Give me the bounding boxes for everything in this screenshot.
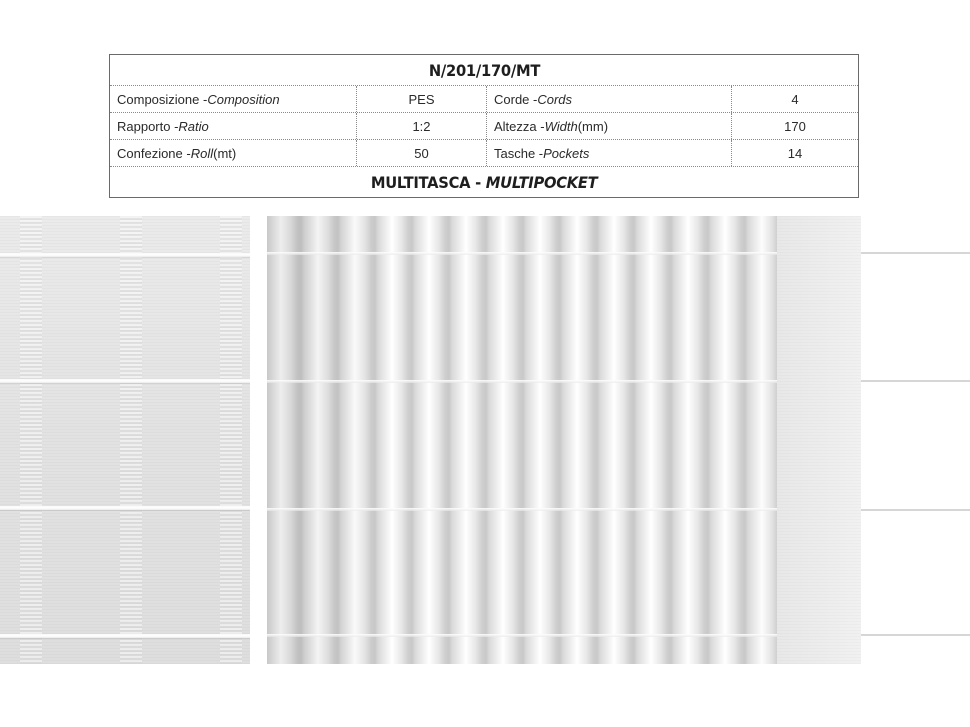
tape-flat-photo bbox=[0, 216, 250, 664]
spec-footer-row bbox=[110, 167, 858, 197]
cord-line bbox=[267, 380, 861, 383]
cord-line bbox=[267, 634, 861, 637]
spec-row bbox=[110, 140, 858, 167]
product-code: N/201/170/MT bbox=[428, 60, 540, 80]
loose-cord bbox=[861, 634, 970, 636]
spec-value: 50 bbox=[357, 140, 487, 166]
flat-tape-end bbox=[777, 216, 861, 664]
spec-value: 170 bbox=[784, 118, 806, 134]
spec-label: Confezione - Roll (mt) bbox=[110, 140, 357, 166]
spec-label: Corde - Cords bbox=[487, 86, 732, 112]
product-type: MULTITASCA - MULTIPOCKET bbox=[370, 172, 598, 192]
tape-pleated-photo bbox=[267, 216, 861, 664]
spec-value: PES bbox=[357, 86, 487, 112]
spec-row bbox=[110, 86, 858, 113]
spec-label: Rapporto - Ratio bbox=[110, 113, 357, 139]
spec-value: 14 bbox=[787, 145, 803, 161]
loose-cord bbox=[861, 509, 970, 511]
spec-label: Tasche - Pockets bbox=[487, 140, 732, 166]
loose-cord bbox=[861, 252, 970, 254]
cord-line bbox=[0, 379, 250, 383]
cord-line bbox=[267, 252, 861, 255]
pocket-column bbox=[120, 216, 142, 664]
cord-line bbox=[0, 506, 250, 510]
cord-line bbox=[267, 508, 861, 511]
loose-cord bbox=[861, 380, 970, 382]
photo-shading bbox=[267, 216, 861, 664]
pocket-column bbox=[20, 216, 42, 664]
pocket-column bbox=[220, 216, 242, 664]
spec-title-row bbox=[110, 55, 858, 86]
spec-table bbox=[109, 54, 859, 198]
spec-label: Altezza - Width (mm) bbox=[487, 113, 732, 139]
spec-row bbox=[110, 113, 858, 140]
spec-value: 4 bbox=[791, 91, 799, 107]
spec-value: 1:2 bbox=[357, 113, 487, 139]
cord-line bbox=[0, 634, 250, 638]
cord-line bbox=[0, 253, 250, 257]
spec-label: Composizione - Composition bbox=[110, 86, 357, 112]
